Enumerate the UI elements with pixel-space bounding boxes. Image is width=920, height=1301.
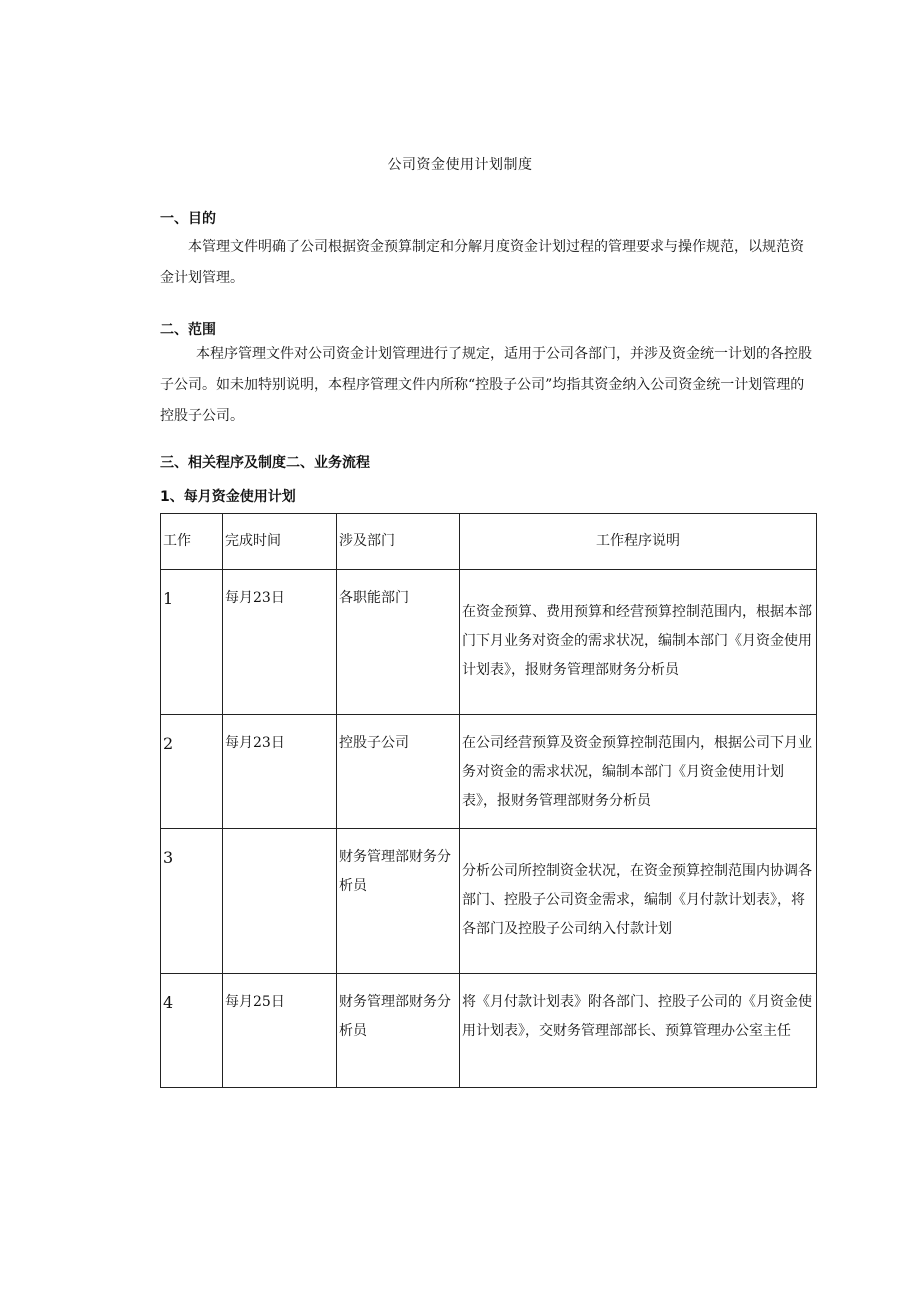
row-dept: 控股子公司	[339, 735, 409, 751]
row-desc: 在资金预算、费用预算和经营预算控制范围内，根据本部门下月业务对资金的需求状况，编制本部门《月资金使用计划表》，报财务管理部财务分析员	[462, 604, 812, 678]
header-time: 完成时间	[223, 514, 337, 570]
purpose-paragraph: 本管理文件明确了公司根据资金预算制定和分解月度资金计划过程的管理要求与操作规范，以规范资金计划管理。	[160, 239, 804, 286]
row-step: 1	[163, 589, 174, 608]
row-desc: 将《月付款计划表》附各部门、控股子公司的《月资金使用计划表》，交财务管理部部长、预算管理办公室主任	[462, 994, 812, 1039]
row-step: 3	[163, 848, 174, 867]
table-row	[161, 829, 817, 974]
row-time	[225, 829, 334, 843]
document-title: 公司资金使用计划制度	[387, 157, 533, 173]
row-desc: 在公司经营预算及资金预算控制范围内，根据公司下月业务对资金的需求状况，编制本部门《月资金使用计划表》，报财务管理部财务分析员	[462, 735, 812, 809]
row-dept: 财务管理部财务分析员	[339, 994, 451, 1039]
row-desc: 分析公司所控制资金状况，在资金预算控制范围内协调各部门、控股子公司资金需求，编制《月付款计划表》，将各部门及控股子公司纳入付款计划	[462, 863, 812, 937]
row-step: 2	[163, 734, 174, 753]
table-row	[161, 570, 817, 715]
row-dept: 财务管理部财务分析员	[339, 849, 451, 894]
header-dept: 涉及部门	[337, 514, 460, 570]
table-row	[161, 974, 817, 1088]
row-time: 每月25日	[225, 994, 285, 1010]
row-dept: 各职能部门	[339, 590, 409, 606]
row-time: 每月23日	[225, 735, 285, 751]
row-time: 每月23日	[225, 590, 285, 606]
table-row	[161, 715, 817, 829]
section-heading-related: 三、相关程序及制度二、业务流程	[160, 455, 370, 471]
subheading-monthly-plan: 1、每月资金使用计划	[160, 489, 296, 505]
row-step: 4	[163, 993, 174, 1012]
scope-paragraph: 本程序管理文件对公司资金计划管理进行了规定，适用于公司各部门，并涉及资金统一计划的各控股子公司。如未加特别说明，本程序管理文件内所称“控股子公司”均指其资金纳入公司资金统一计划管理的控股子公司。	[160, 346, 812, 424]
section-heading-purpose: 一、目的	[160, 211, 216, 227]
monthly-plan-table	[160, 513, 817, 1088]
header-desc: 工作程序说明	[460, 514, 817, 570]
header-step: 工作	[161, 514, 223, 570]
table-header-row	[161, 514, 817, 570]
section-heading-scope: 二、范围	[160, 322, 216, 338]
